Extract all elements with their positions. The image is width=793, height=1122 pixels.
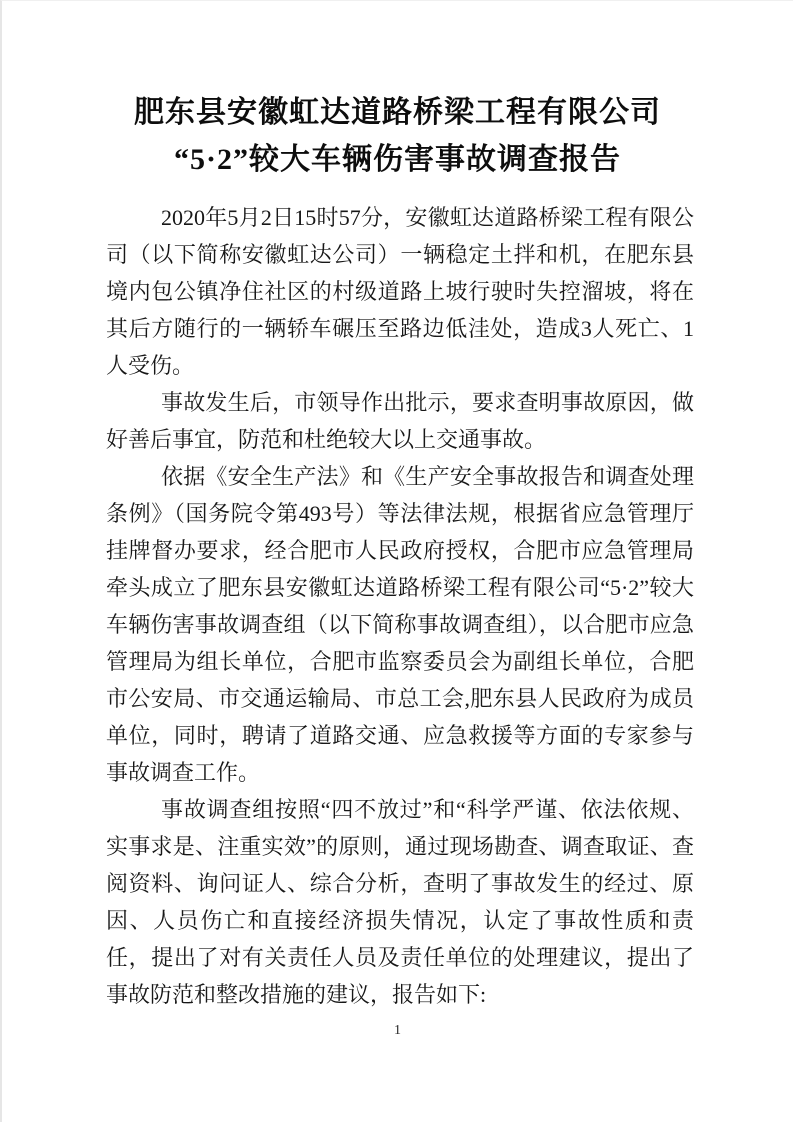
page-number: 1 <box>394 1023 401 1038</box>
document-body <box>2 183 793 1013</box>
title-line-1: 肥东县安徽虹达道路桥梁工程有限公司 <box>134 96 661 129</box>
paragraph-investigation-principles: 事故调查组按照“四不放过”和“科学严谨、依法依规、实事求是、注重实效”的原则，通过现场勘查、调查取证、查阅资料、询问证人、综合分析，查明了事故发生的经过、原因、人员伤亡和直接经济损失情况，认定了事故性质和责任，提出了对有关责任人员及责任单位的处理建议，提出了事故防范和整改措施的建议，报告如下: <box>106 797 694 1007</box>
paragraph-investigation-team: 依据《安全生产法》和《生产安全事故报告和调查处理条例》（国务院令第493号）等法律法规，根据省应急管理厅挂牌督办要求，经合肥市人民政府授权，合肥市应急管理局牵头成立了肥东县安徽虹达道路桥梁工程有限公司“5·2”较大车辆伤害事故调查组（以下简称事故调查组），以合肥市应急管理局为组长单位，合肥市监察委员会为副组长单位，合肥市公安局、市交通运输局、市总工会,肥东县人民政府为成员单位，同时，聘请了道路交通、应急救援等方面的专家参与事故调查工作。 <box>106 464 694 785</box>
title-line-2: “5·2”较大车辆伤害事故调查报告 <box>173 143 621 176</box>
paragraph-leader-instructions: 事故发生后，市领导作出批示，要求查明事故原因，做好善后事宜，防范和杜绝较大以上交通事故。 <box>106 390 694 452</box>
paragraph-incident-summary: 2020年5月2日15时57分，安徽虹达道路桥梁工程有限公司（以下简称安徽虹达公司）一辆稳定土拌和机，在肥东县境内包公镇净住社区的村级道路上坡行驶时失控溜坡，将在其后方随行的一辆轿车碾压至路边低洼处，造成3人死亡、1人受伤。 <box>106 205 694 378</box>
document-title <box>2 1 793 183</box>
